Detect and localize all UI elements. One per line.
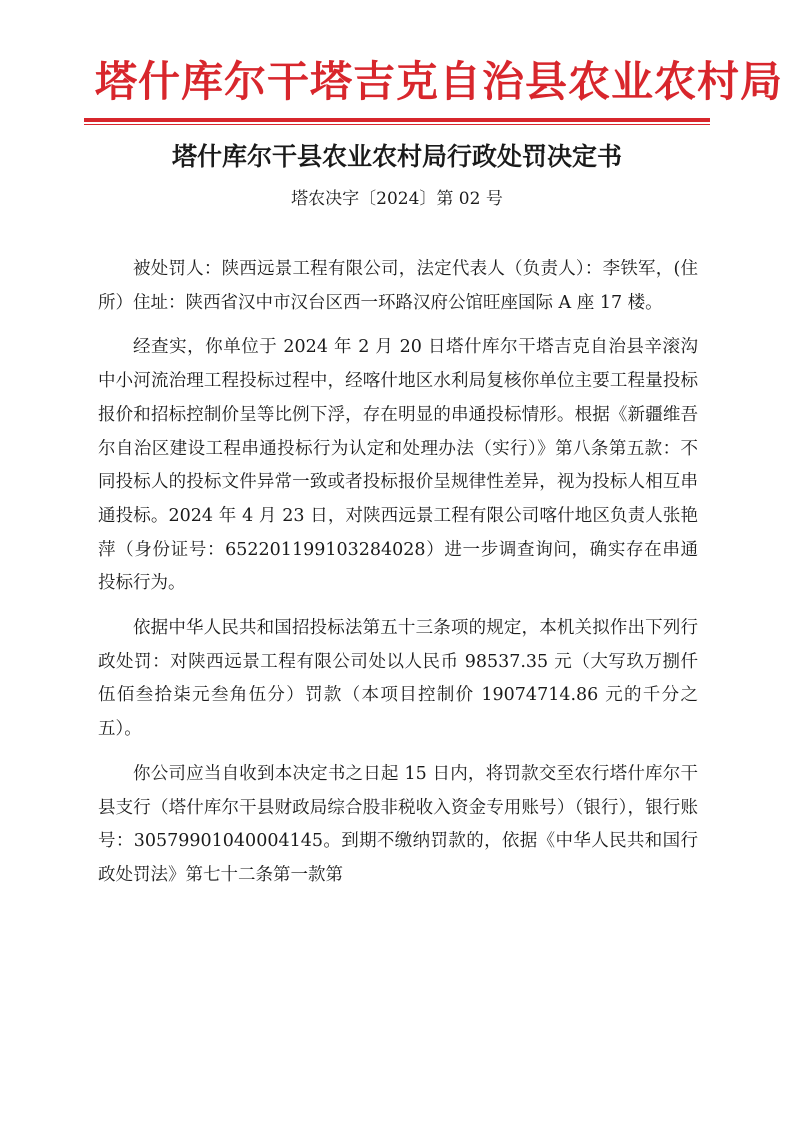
paragraph-payment: 你公司应当自收到本决定书之日起 15 日内，将罚款交至农行塔什库尔干县支行（塔什库尔干县财政局综合股非税收入资金专用账号）（银行），银行账号：30579901040004145。到期不缴纳罚款的，依据《中华人民共和国行政处罚法》第七十二条第一款第	[98, 763, 698, 885]
paragraph-penalty: 依据中华人民共和国招投标法第五十三条项的规定，本机关拟作出下列行政处罚：对陕西远景工程有限公司处以人民币 98537.35 元（大写玖万捌仟伍佰叁拾柒元叁角伍分）罚款（本项目控制价 19074714.86 元的千分之五）。	[98, 618, 698, 740]
document-title: 塔什库尔干县农业农村局行政处罚决定书	[171, 142, 622, 171]
document-body	[98, 253, 698, 904]
letterhead-rule-thin	[84, 124, 710, 125]
letterhead-rule-thick	[84, 118, 710, 122]
paragraph-penalized-party: 被处罚人：陕西远景工程有限公司，法定代表人（负责人）：李铁军，(住所）住址：陕西省汉中市汉台区西一环路汉府公馆旺座国际 A 座 17 楼。	[98, 259, 698, 313]
letterhead: 塔什库尔干塔吉克自治县农业农村局	[95, 57, 784, 106]
paragraph-findings: 经查实，你单位于 2024 年 2 月 20 日塔什库尔干塔吉克自治县辛滚沟中小河流治理工程投标过程中，经喀什地区水利局复核你单位主要工程量投标报价和招标控制价呈等比例下浮，存在明显的串通投标情形。根据《新疆维吾尔自治区建设工程串通投标行为认定和处理办法（实行）》第八条第五款：不同投标人的投标文件异常一致或者投标报价呈规律性差异，视为投标人相互串通投标。2024 年 4 月 23 日，对陕西远景工程有限公司喀什地区负责人张艳萍（身份证号：652201199103284028）进一步调查询问，确实存在串通投标行为。	[98, 337, 698, 594]
document-number: 塔农决字〔2024〕第 02 号	[291, 189, 503, 209]
